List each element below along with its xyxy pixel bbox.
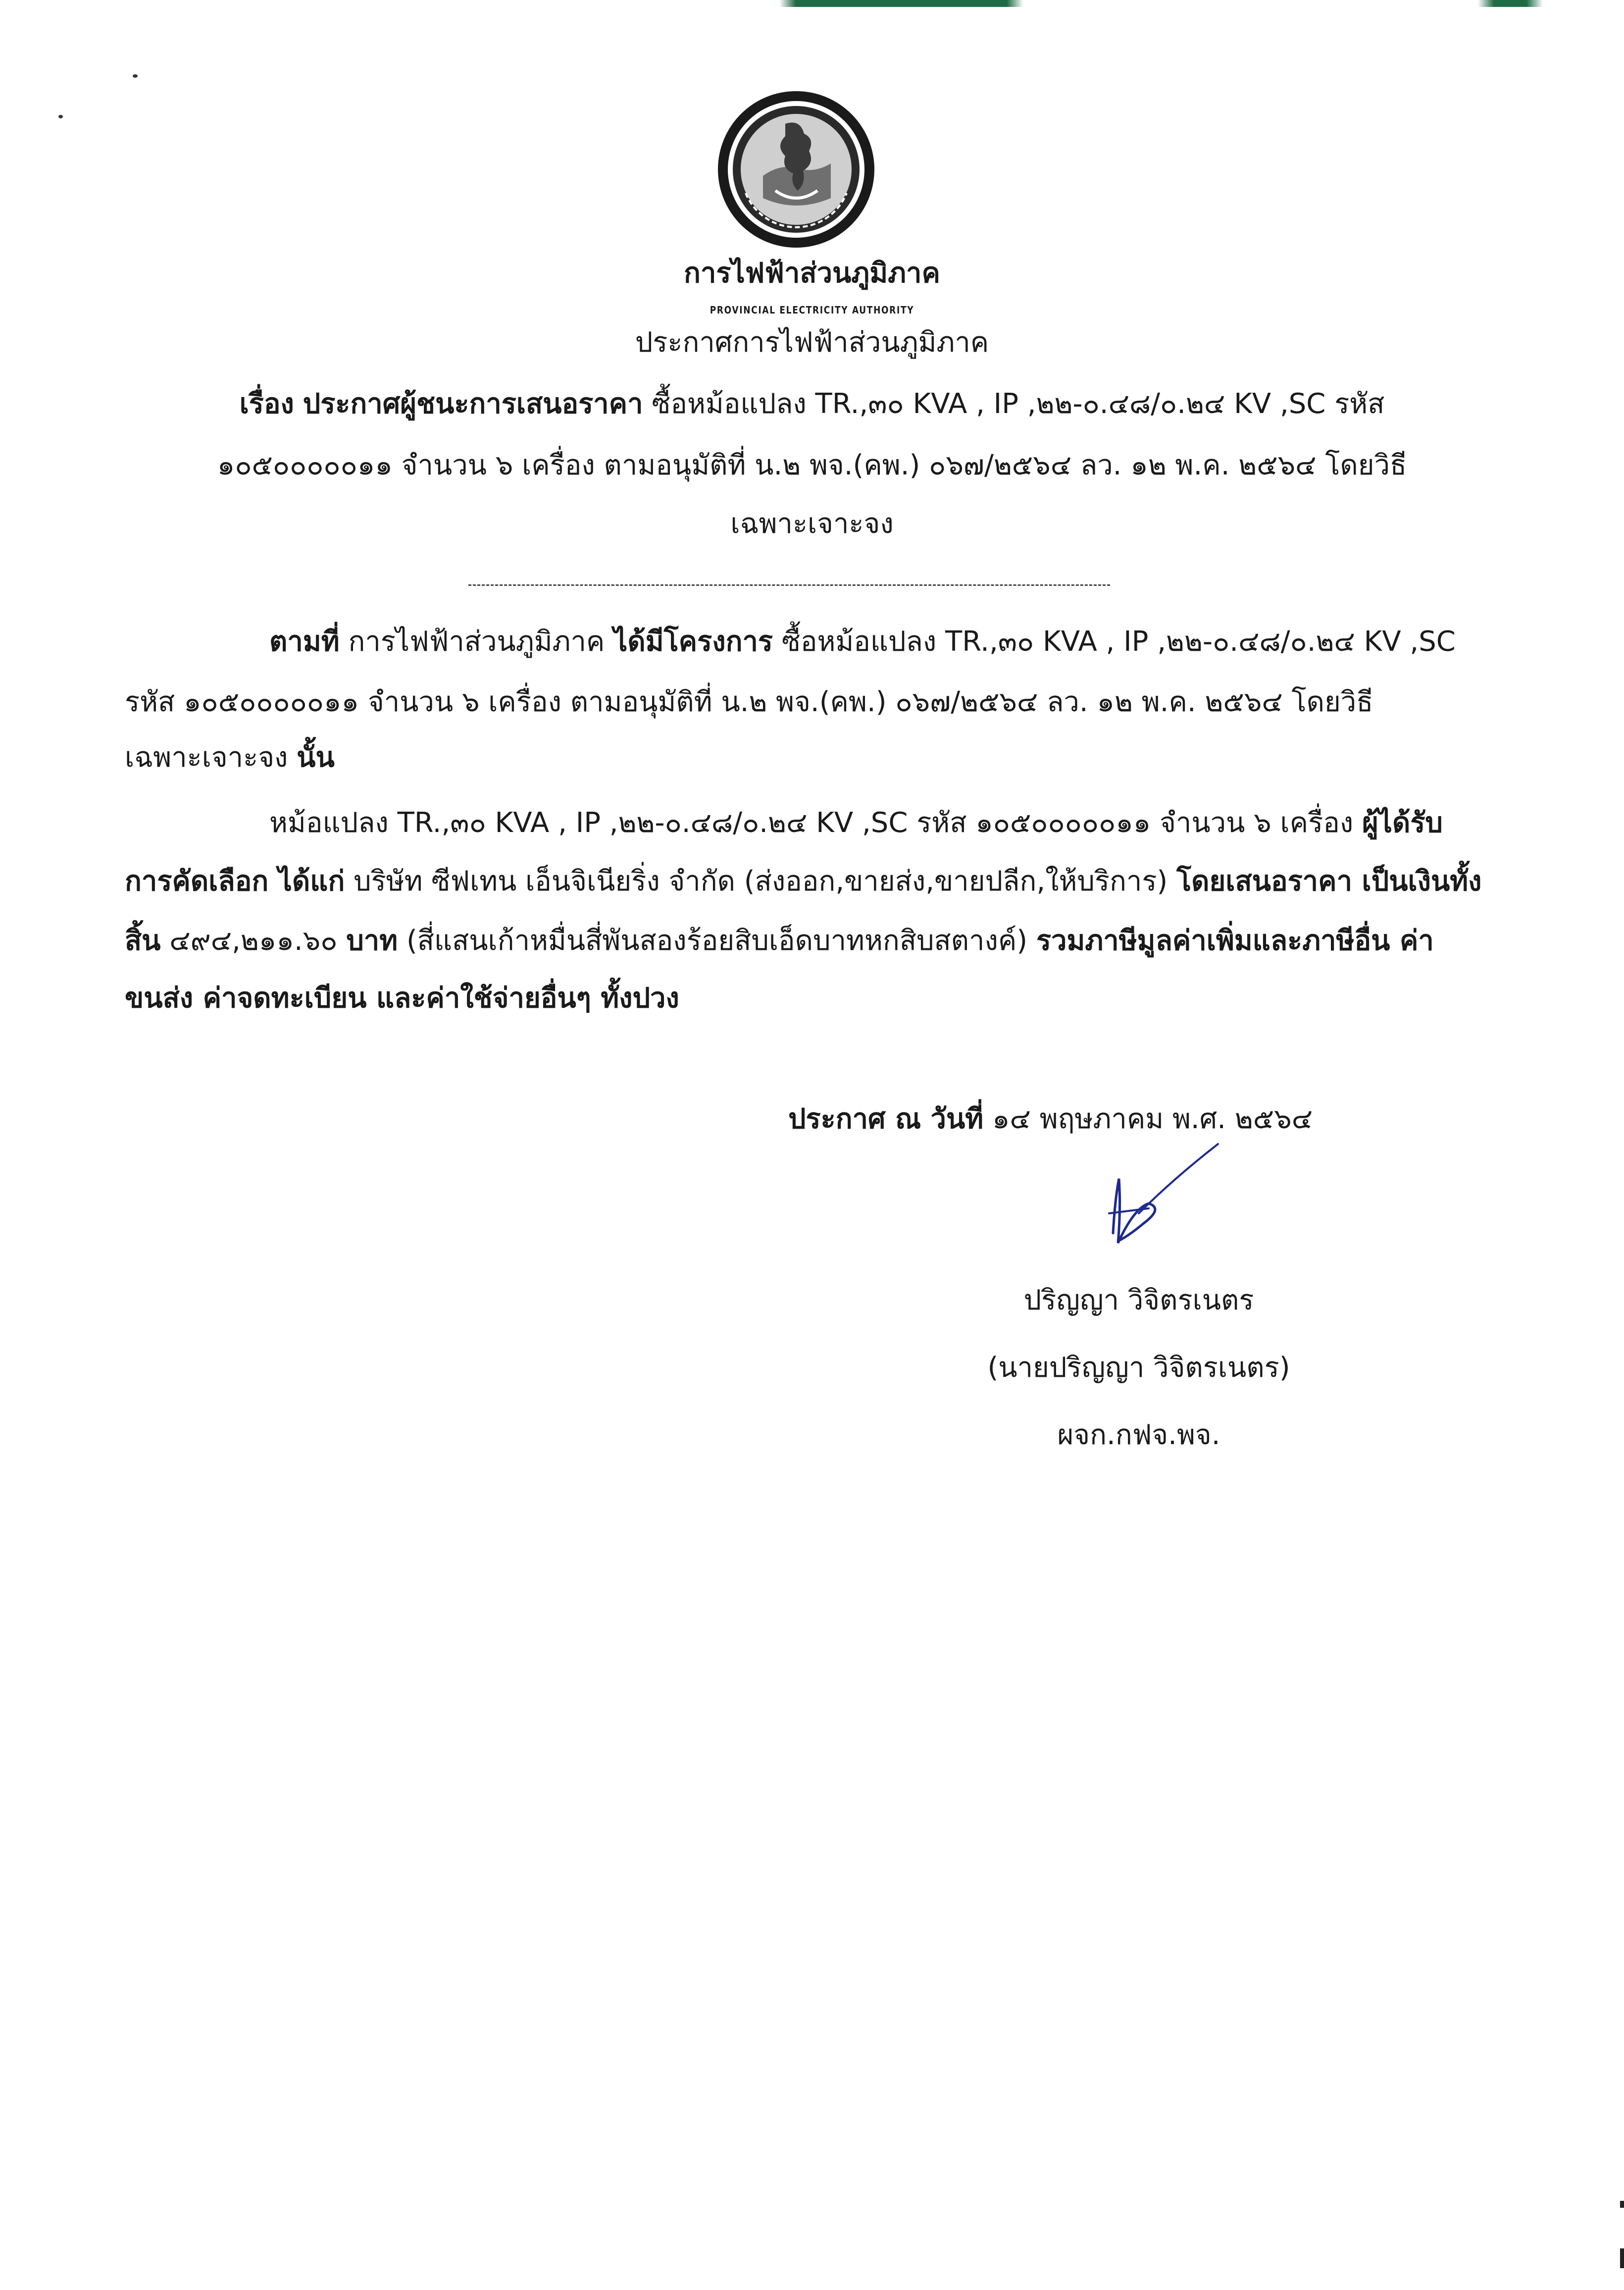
p2-offered-price-label: โดยเสนอราคา เป็นเงินทั้ง [1176,865,1482,897]
p2-tax-included: รวมภาษีมูลค่าเพิ่มและภาษีอื่น ค่า [1036,925,1434,957]
paragraph2-line-2 [125,865,1482,897]
subject-label: เรื่อง [239,388,294,420]
paragraph2-line-1 [269,809,1443,837]
scan-edge-mark [1620,2248,1624,2268]
p2-selected-is: การคัดเลือก ได้แก่ [125,865,345,897]
subject-line1-rest: ซื้อหม้อแปลง TR.,๓๐ KVA , IP ,๒๒-๐.๔๘/๐.๒๔ KV ,SC รหัส [652,388,1385,420]
p1-has-project: ได้มีโครงการ [613,625,773,658]
p2-company-name: บริษัท ซีฟเทน เอ็นจิเนียริ่ง จำกัด (ส่งออก,ขายส่ง,ขายปลีก,ให้บริการ) [354,865,1168,897]
section-divider [468,584,1110,586]
announce-date-line [788,1105,1313,1133]
p1-word-tamthi: ตามที่ [269,625,340,658]
org-name-thai: การไฟฟ้าส่วนภูมิภาค [684,257,940,289]
p2-currency: บาท [346,925,398,957]
paragraph2-line-4 [125,982,679,1014]
scan-speck [133,74,138,78]
p2-fees-included: ขนส่ง ค่าจดทะเบียน และค่าใช้จ่ายอื่นๆ ทั้งปวง [125,982,679,1014]
announcement-title: ประกาศการไฟฟ้าส่วนภูมิภาค [635,326,989,359]
p1-org-name: การไฟฟ้าส่วนภูมิภาค [348,625,605,658]
announce-date-value: ๑๔ พฤษภาคม พ.ศ. ๒๕๖๔ [992,1103,1313,1135]
p2-amount: ๔๙๔,๒๑๑.๖๐ [169,925,338,957]
p1-project-desc: ซื้อหม้อแปลง TR.,๓๐ KVA , IP ,๒๒-๐.๔๘/๐.๒๔ KV ,SC [781,625,1456,658]
subject-bold-title: ประกาศผู้ชนะการเสนอราคา [303,388,643,420]
subject-line-1 [0,390,1624,418]
subject-line-2: ๑๐๕๐๐๐๐๐๑๑ จำนวน ๖ เครื่อง ตามอนุมัติที่ น.๒ พจ.(คพ.) ๐๖๗/๒๕๖๔ ลว. ๑๒ พ.ค. ๒๕๖๔ โดยวิธี [217,449,1407,481]
paragraph1-line-1 [269,625,1456,658]
signatory-name: ปริญญา วิจิตรเนตร [1023,1284,1254,1316]
pea-seal-emblem [716,89,876,250]
handwritten-signature [1089,1139,1238,1258]
paragraph1-line-2: รหัส ๑๐๕๐๐๐๐๐๑๑ จำนวน ๖ เครื่อง ตามอนุมัติที่ น.๒ พจ.(คพ.) ๐๖๗/๒๕๖๔ ลว. ๑๒ พ.ค. ๒๕๖๔ โดยวิธี [125,686,1373,718]
p1-method: เฉพาะเจาะจง [125,741,288,774]
paragraph2-line-3 [125,927,1434,955]
signatory-full-name: (นายปริญญา วิจิตรเนตร) [987,1352,1290,1384]
top-edge-color-strip [0,0,1624,7]
p2-item-desc: หม้อแปลง TR.,๓๐ KVA , IP ,๒๒-๐.๔๘/๐.๒๔ KV ,SC รหัส ๑๐๕๐๐๐๐๐๑๑ จำนวน ๖ เครื่อง [269,807,1354,839]
announce-date-label: ประกาศ ณ วันที่ [788,1103,984,1135]
org-name-english: PROVINCIAL ELECTRICITY AUTHORITY [710,304,914,316]
paragraph1-line-3 [125,741,335,774]
scan-edge-mark [1620,2201,1624,2208]
p2-selected-label: ผู้ได้รับ [1362,807,1443,839]
p2-amount-in-words: (สี่แสนเก้าหมื่นสี่พันสองร้อยสิบเอ็ดบาทหกสิบสตางค์) [406,925,1028,957]
p1-end-word: นั้น [297,741,335,774]
subject-line-3: เฉพาะเจาะจง [730,508,894,540]
scan-speck [58,115,63,118]
p2-total-label: สิ้น [125,925,161,957]
signatory-position: ผจก.กฟจ.พจ. [1057,1419,1220,1451]
